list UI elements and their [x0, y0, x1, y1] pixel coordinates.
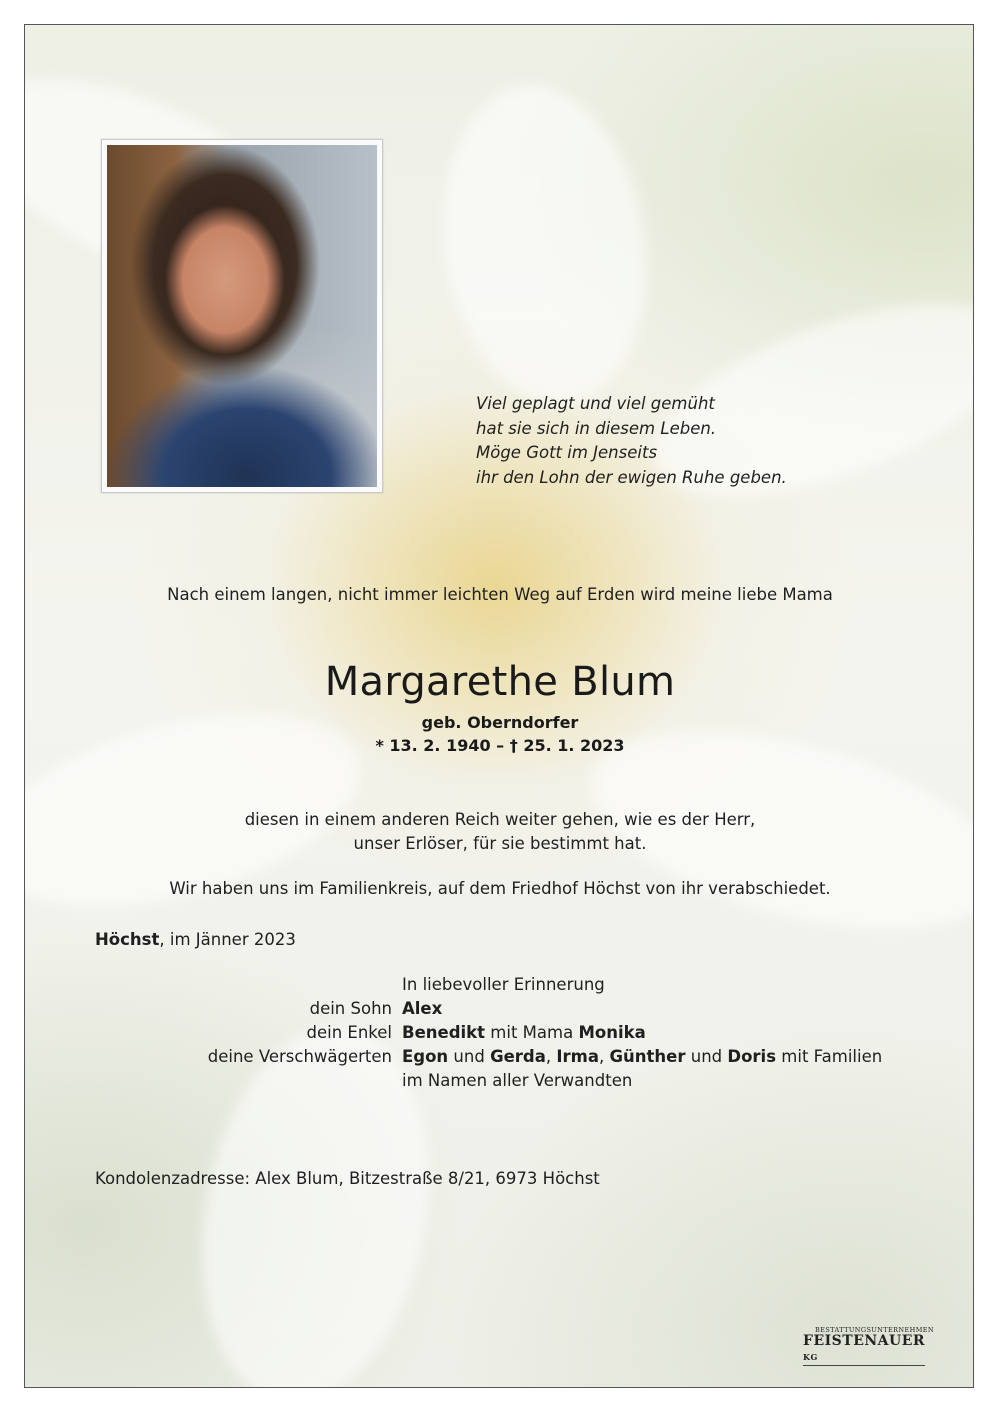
mourner-name: Benedikt	[402, 1023, 486, 1042]
place-town: Höchst	[95, 930, 160, 949]
quote-line: ihr den Lohn der ewigen Ruhe geben.	[476, 467, 787, 487]
body-text	[25, 808, 974, 856]
quote-line: Viel geplagt und viel gemüht	[476, 394, 715, 413]
mourners-footer-row	[25, 1071, 974, 1095]
intro-text: Nach einem langen, nicht immer leichten Weg auf Erden wird meine liebe Mama	[167, 585, 833, 604]
birth-name: geb. Oberndorfer	[421, 713, 579, 732]
obituary-card	[24, 24, 974, 1388]
mourner-name: Doris	[727, 1047, 777, 1066]
logo-suffix: KG	[803, 1352, 818, 1362]
mourners-header-row	[25, 975, 974, 999]
place-date	[95, 930, 296, 949]
mourners-list	[25, 975, 974, 1095]
mourner-name: Egon	[402, 1047, 449, 1066]
place-date-text: , im Jänner 2023	[159, 930, 296, 949]
quote-line: Möge Gott im Jenseits	[476, 443, 658, 462]
relation-label: deine Verschwägerten	[207, 1047, 392, 1066]
condolence-address: Kondolenzadresse: Alex Blum, Bitzestraße 8/21, 6973 Höchst	[95, 1169, 600, 1188]
portrait-frame	[101, 139, 383, 493]
connector-text: und	[448, 1047, 491, 1066]
mourner-name: Günther	[609, 1047, 686, 1066]
mourner-row-grandson	[25, 1023, 974, 1047]
connector-text: und	[685, 1047, 728, 1066]
relation-label: dein Sohn	[309, 999, 392, 1018]
deceased-name: Margarethe Blum	[324, 659, 676, 705]
mourner-row-inlaws	[25, 1047, 974, 1071]
quote-line: hat sie sich in diesem Leben.	[476, 418, 717, 438]
logo-name: FEISTENAUER	[803, 1333, 926, 1349]
background-petal	[424, 73, 667, 418]
connector-text: ,	[545, 1047, 557, 1066]
mourner-name: Alex	[402, 999, 443, 1018]
body-line: unser Erlöser, für sie bestimmt hat.	[353, 834, 647, 853]
farewell-text: Wir haben uns im Familienkreis, auf dem Friedhof Höchst von ihr verabschiedet.	[169, 879, 831, 898]
relation-names	[402, 999, 442, 1018]
mourner-name: Irma	[556, 1047, 599, 1066]
memorial-quote	[476, 392, 896, 490]
connector-text: mit Mama	[485, 1023, 579, 1042]
connector-text: ,	[599, 1047, 610, 1066]
mourners-footer: im Namen aller Verwandten	[402, 1071, 633, 1090]
relation-names	[402, 1023, 646, 1042]
life-dates: * 13. 2. 1940 – † 25. 1. 2023	[375, 736, 625, 755]
mourner-name: Monika	[578, 1023, 646, 1042]
relation-names	[402, 1047, 882, 1066]
funeral-home-logo	[803, 1326, 935, 1366]
logo-tagline: BESTATTUNGSUNTERNEHMEN	[815, 1326, 935, 1334]
portrait-photo	[107, 145, 377, 487]
mourner-name: Gerda	[490, 1047, 546, 1066]
logo-wordmark	[803, 1334, 925, 1366]
body-line: diesen in einem anderen Reich weiter gehen, wie es der Herr,	[244, 810, 756, 829]
mourners-header: In liebevoller Erinnerung	[402, 975, 605, 994]
connector-text: mit Familien	[776, 1047, 883, 1066]
relation-label: dein Enkel	[306, 1023, 392, 1042]
mourner-row-son	[25, 999, 974, 1023]
